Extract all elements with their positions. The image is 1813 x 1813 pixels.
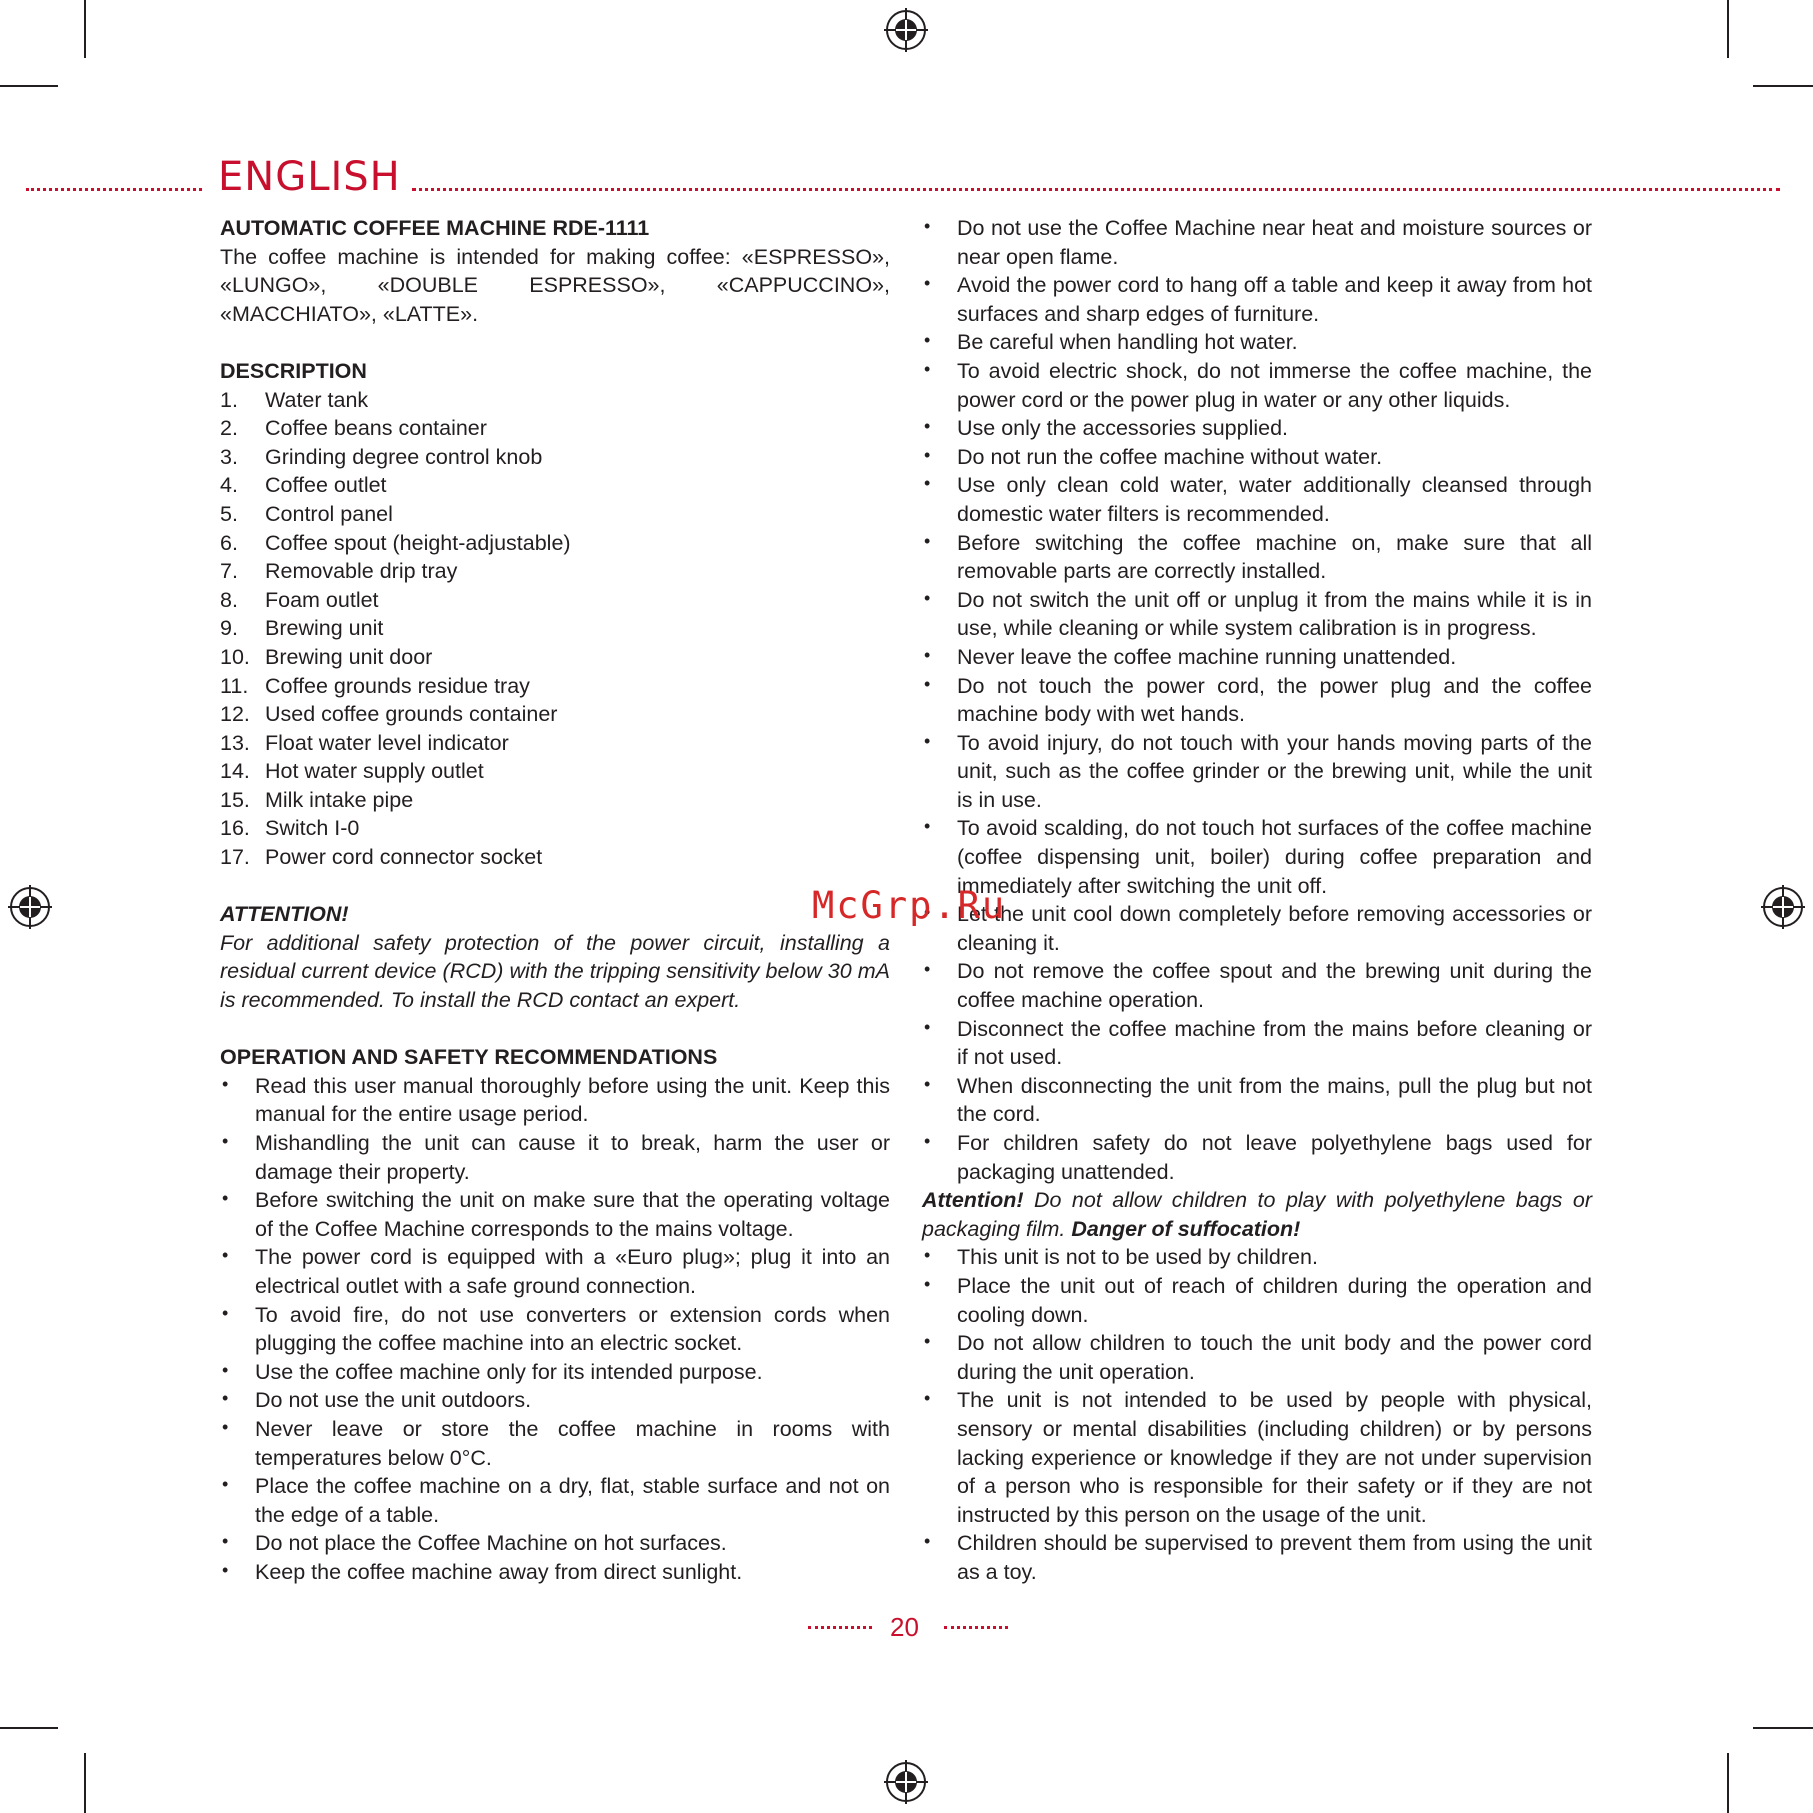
safety-item: • Disconnect the coffee machine from the mains before cleaning or if not used.: [922, 1015, 1592, 1072]
description-item-label: Grinding degree control knob: [265, 444, 543, 469]
safety-item: • Never leave or store the coffee machine in rooms with temperatures below 0°C.: [220, 1415, 890, 1472]
safety-title: OPERATION AND SAFETY RECOMMENDATIONS: [220, 1045, 718, 1070]
description-item: [220, 557, 890, 586]
safety-item: • Never leave the coffee machine running unattended.: [922, 643, 1592, 672]
children-note: [922, 1186, 1592, 1243]
description-item: [220, 386, 890, 415]
crop-mark: [1753, 1727, 1813, 1729]
description-item: [220, 729, 890, 758]
description-item-label: Coffee spout (height-adjustable): [265, 530, 571, 555]
safety-item: • Let the unit cool down completely before removing accessories or cleaning it.: [922, 900, 1592, 957]
crop-mark: [84, 0, 86, 58]
children-safety-item: • Do not allow children to touch the unit body and the power cord during the unit operation.: [922, 1329, 1592, 1386]
crop-mark: [84, 1753, 86, 1813]
description-item-number: 8.: [220, 587, 238, 612]
crop-mark: [0, 1727, 58, 1729]
description-item-label: Foam outlet: [265, 587, 379, 612]
safety-item: • Do not place the Coffee Machine on hot surfaces.: [220, 1529, 890, 1558]
safety-item: • Do not use the Coffee Machine near heat and moisture sources or near open flame.: [922, 214, 1592, 271]
description-item-number: 7.: [220, 559, 238, 584]
safety-item: • The power cord is equipped with a «Euro plug»; plug it into an electrical outlet with a safe ground connection.: [220, 1243, 890, 1300]
description-item-label: Brewing unit door: [265, 644, 433, 669]
description-item-number: 11.: [220, 673, 249, 698]
safety-item: • Do not run the coffee machine without water.: [922, 443, 1592, 472]
safety-item: • Use the coffee machine only for its intended purpose.: [220, 1358, 890, 1387]
description-item-number: 10.: [220, 644, 250, 669]
description-item: [220, 614, 890, 643]
attention-text: For additional safety protection of the power circuit, installing a residual current device (RCD) with the tripping sensitivity below 30 mA is recommended. To install the RCD contact an expert.: [220, 930, 890, 1013]
description-item: [220, 471, 890, 500]
description-item: [220, 443, 890, 472]
safety-item: • For children safety do not leave polyethylene bags used for packaging unattended.: [922, 1129, 1592, 1186]
registration-mark-icon: [884, 8, 928, 52]
description-item-label: Water tank: [265, 387, 369, 412]
description-item-number: 17.: [220, 845, 250, 870]
children-safety-item: • This unit is not to be used by children.: [922, 1243, 1592, 1272]
description-item-label: Coffee beans container: [265, 416, 487, 441]
description-item: [220, 414, 890, 443]
product-title: AUTOMATIC COFFEE MACHINE RDE-1111: [220, 216, 650, 240]
description-item: [220, 786, 890, 815]
description-item-label: Switch I-0: [265, 816, 360, 841]
description-item-number: 6.: [220, 530, 238, 555]
description-item-number: 9.: [220, 616, 238, 641]
crop-mark: [0, 85, 58, 87]
description-item: [220, 700, 890, 729]
safety-item: • Do not switch the unit off or unplug it from the mains while it is in use, while cleaning or while system calibration is in progress.: [922, 586, 1592, 643]
description-item: [220, 843, 890, 872]
description-item-number: 4.: [220, 473, 238, 498]
description-item-number: 12.: [220, 702, 250, 727]
crop-mark: [1727, 0, 1729, 58]
children-safety-list: [922, 1243, 1592, 1586]
header-dots-left: [26, 188, 202, 191]
safety-item: • To avoid fire, do not use converters or extension cords when plugging the coffee machine into an electric socket.: [220, 1301, 890, 1358]
safety-item: • Be careful when handling hot water.: [922, 328, 1592, 357]
footer-dots-left: [808, 1626, 872, 1629]
attention-title: ATTENTION!: [220, 902, 349, 927]
safety-list-right: [922, 214, 1592, 1186]
description-item-label: Float water level indicator: [265, 730, 509, 755]
description-item-number: 15.: [220, 787, 250, 812]
registration-mark-icon: [1761, 885, 1805, 929]
crop-mark: [1727, 1753, 1729, 1813]
language-title: ENGLISH: [218, 154, 401, 200]
description-item: [220, 500, 890, 529]
description-item-number: 14.: [220, 759, 250, 784]
description-item-number: 2.: [220, 416, 238, 441]
safety-item: • Do not touch the power cord, the power plug and the coffee machine body with wet hands.: [922, 672, 1592, 729]
description-item-label: Used coffee grounds container: [265, 702, 558, 727]
safety-item: • To avoid scalding, do not touch hot surfaces of the coffee machine (coffee dispensing unit, boiler) during coffee preparation and immediately after switching the unit off.: [922, 814, 1592, 900]
description-list: [220, 386, 890, 872]
left-column: [220, 214, 890, 1587]
description-item: [220, 814, 890, 843]
safety-item: • To avoid injury, do not touch with your hands moving parts of the unit, such as the coffee grinder or the brewing unit, while the unit is in use.: [922, 729, 1592, 815]
safety-item: • Read this user manual thoroughly before using the unit. Keep this manual for the entire usage period.: [220, 1072, 890, 1129]
description-item: [220, 643, 890, 672]
description-item: [220, 586, 890, 615]
registration-mark-icon: [8, 885, 52, 929]
registration-mark-icon: [884, 1760, 928, 1804]
safety-list-left: [220, 1072, 890, 1587]
safety-item: • When disconnecting the unit from the mains, pull the plug but not the cord.: [922, 1072, 1592, 1129]
description-item-label: Coffee grounds residue tray: [265, 673, 530, 698]
description-item-label: Power cord connector socket: [265, 845, 543, 870]
safety-item: • Before switching the coffee machine on, make sure that all removable parts are correctly installed.: [922, 529, 1592, 586]
description-item-label: Removable drip tray: [265, 559, 458, 584]
description-item-number: 3.: [220, 444, 238, 469]
description-item-number: 1.: [220, 387, 238, 412]
safety-item: • Place the coffee machine on a dry, flat, stable surface and not on the edge of a table.: [220, 1472, 890, 1529]
description-item-label: Brewing unit: [265, 616, 384, 641]
page-number: 20: [890, 1612, 919, 1642]
safety-item: • Do not remove the coffee spout and the brewing unit during the coffee machine operation.: [922, 957, 1592, 1014]
description-item-number: 5.: [220, 501, 238, 526]
safety-item: • Avoid the power cord to hang off a table and keep it away from hot surfaces and sharp edges of furniture.: [922, 271, 1592, 328]
children-safety-item: • Children should be supervised to prevent them from using the unit as a toy.: [922, 1529, 1592, 1586]
description-item-number: 16.: [220, 816, 250, 841]
right-column: [922, 214, 1592, 1587]
description-item-label: Coffee outlet: [265, 473, 387, 498]
safety-item: • Do not use the unit outdoors.: [220, 1386, 890, 1415]
children-note-danger: Danger of suffocation!: [1071, 1216, 1301, 1241]
description-item: [220, 672, 890, 701]
description-item-label: Control panel: [265, 501, 393, 526]
crop-mark: [1753, 85, 1813, 87]
watermark: McGrp.Ru: [812, 884, 1007, 927]
children-safety-item: • The unit is not intended to be used by people with physical, sensory or mental disabilities (including children) or by persons lacking experience or knowledge if they are not under supervision of a person who is responsible for their safety or if they are not instructed by this person on the usage of the unit.: [922, 1386, 1592, 1529]
description-item: [220, 757, 890, 786]
safety-item: • Mishandling the unit can cause it to break, harm the user or damage their property.: [220, 1129, 890, 1186]
description-title: DESCRIPTION: [220, 358, 367, 383]
safety-item: • Use only clean cold water, water additionally cleansed through domestic water filters is recommended.: [922, 471, 1592, 528]
safety-item: • Before switching the unit on make sure that the operating voltage of the Coffee Machine corresponds to the mains voltage.: [220, 1186, 890, 1243]
description-item-label: Hot water supply outlet: [265, 759, 484, 784]
description-item-number: 13.: [220, 730, 250, 755]
safety-item: • To avoid electric shock, do not immerse the coffee machine, the power cord or the power plug in water or any other liquids.: [922, 357, 1592, 414]
footer-dots-right: [944, 1626, 1008, 1629]
children-note-text: Do not allow children to play with polyethylene bags or packaging film.: [922, 1188, 1592, 1241]
safety-item: • Use only the accessories supplied.: [922, 414, 1592, 443]
children-safety-item: • Place the unit out of reach of children during the operation and cooling down.: [922, 1272, 1592, 1329]
safety-item: • Keep the coffee machine away from direct sunlight.: [220, 1558, 890, 1587]
description-item-label: Milk intake pipe: [265, 787, 414, 812]
intro-text: The coffee machine is intended for making coffee: «ESPRESSO», «LUNGO», «DOUBLE ESPRESSO», «CAPPUCCINO», «MACCHIATO», «LATTE».: [220, 244, 890, 326]
children-note-lead: Attention!: [922, 1188, 1024, 1213]
description-item: [220, 529, 890, 558]
header-dots-right: [412, 188, 1780, 191]
